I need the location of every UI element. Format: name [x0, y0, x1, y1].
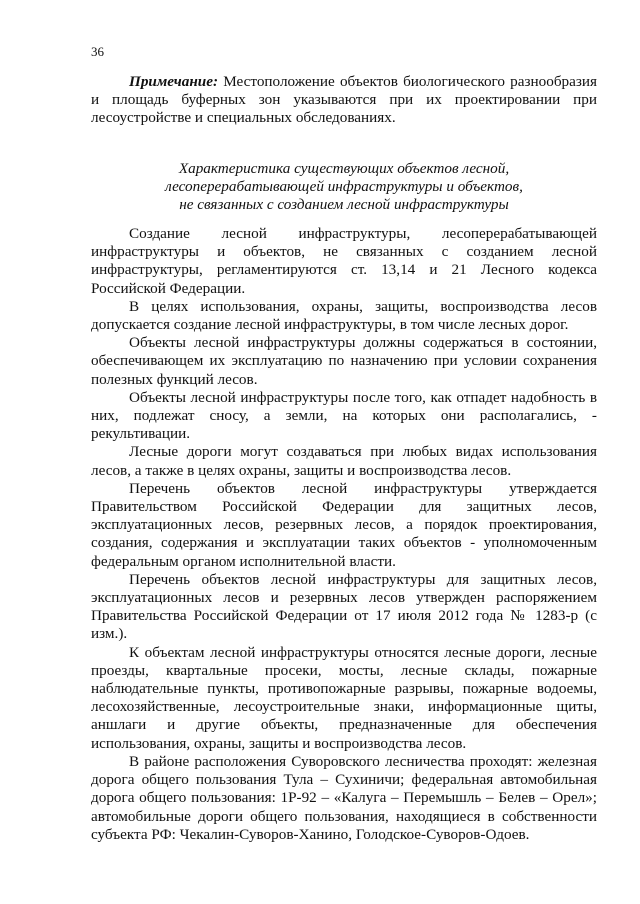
section-heading-line: не связанных с созданием лесной инфраструктуры [179, 196, 509, 214]
section-heading [91, 160, 597, 215]
section-heading-line: лесоперерабатывающей инфраструктуры и объектов, [165, 178, 523, 196]
paragraph: Объекты лесной инфраструктуры должны содержаться в состоянии, обеспечивающем их эксплуатацию по назначению при условии сохранения полезных функций лесов. [91, 334, 597, 388]
note-paragraph [91, 73, 597, 128]
paragraph: В районе расположения Суворовского лесничества проходят: железная дорога общего пользования Тула – Сухиничи; федеральная автомобильная дорога общего пользования: 1Р-92 – «Калуга – Перемышль – Белев – Орел»; автомобильные дороги общего пользования, находящиеся в собственности субъекта РФ: Чекалин-Суворов-Ханино, Голодское-Суворов-Одоев. [91, 752, 597, 843]
paragraph: Создание лесной инфраструктуры, лесоперерабатывающей инфраструктуры и объектов, не связанных с созданием лесной инфраструктуры, регламентируются ст. 13,14 и 21 Лесного кодекса Российской Федерации. [91, 225, 597, 297]
paragraph: Перечень объектов лесной инфраструктуры для защитных лесов, эксплуатационных лесов и резервных лесов утвержден распоряжением Правительства Российской Федерации от 17 июля 2012 года № 1283-р (с изм.). [91, 570, 597, 643]
note-text: Местоположение объектов биологического разнообразия и площадь буферных зон указываются при их проектировании при лесоустройстве и специальных обследованиях. [91, 73, 597, 127]
page-number: 36 [91, 44, 104, 59]
section-heading-line: Характеристика существующих объектов лесной, [178, 160, 510, 177]
paragraph: В целях использования, охраны, защиты, воспроизводства лесов допускается создание лесной инфраструктуры, в том числе лесных дорог. [91, 297, 597, 334]
body-text [91, 225, 597, 844]
note-label: Примечание: [129, 73, 219, 90]
paragraph: Объекты лесной инфраструктуры после того, как отпадет надобность в них, подлежат сносу, а земли, на которых они располагались, - рекультивации. [91, 388, 597, 443]
paragraph: Перечень объектов лесной инфраструктуры утверждается Правительством Российской Федерации для защитных лесов, эксплуатационных лесов, резервных лесов, а порядок проектирования, создания, содержания и эксплуатации таких объектов - уполномоченным федеральным органом исполнительной власти. [91, 479, 597, 570]
paragraph: Лесные дороги могут создаваться при любых видах использования лесов, а также в целях охраны, защиты и воспроизводства лесов. [91, 443, 597, 479]
paragraph: К объектам лесной инфраструктуры относятся лесные дороги, лесные проезды, квартальные просеки, мосты, лесные склады, пожарные наблюдательные пункты, противопожарные разрывы, пожарные водоемы, лесохозяйственные, лесоустроительные знаки, информационные щиты, аншлаги и другие объекты, предназначенные для обеспечения использования, охраны, защиты и воспроизводства лесов. [91, 643, 597, 752]
note-block [91, 73, 597, 128]
